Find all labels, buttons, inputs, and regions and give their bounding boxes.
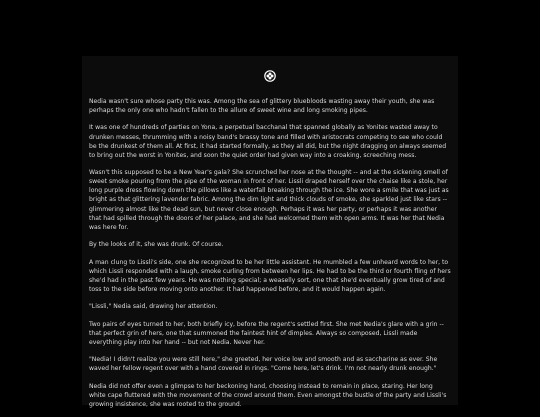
story-paragraph: By the looks of it, she was drunk. Of course. bbox=[89, 241, 224, 249]
story-text bbox=[89, 97, 451, 417]
story-paragraph: A man clung to Lissli's side, one she recognized to be her little assistant. He mumbled a few unheard words to her, to which Lissli responded with a laugh, smoke curling from between her lips. He had to be the third or fourth fling of hers she'd had in the past few years. He was nothing special; a weaselly sort, one that she'd eventually grow tired of and toss to the side before moving onto another. It had happened before, and it would happen again. bbox=[89, 258, 451, 293]
story-paragraph: Two pairs of eyes turned to her, both briefly icy, before the regent's settled first. She met Nedia's glare with a grin -- that perfect grin of hers, one that summoned the faintest hint of dimples. Always so composed, Lissli made everything play into her hand -- but not Nedia. Never her. bbox=[89, 320, 444, 346]
story-paragraph: Nedia did not offer even a glimpse to her beckoning hand, choosing instead to remain in place, staring. Her long white cape fluttered with the movement of the crowd around them. Even amongst the bustle of the party and Lissli's growing insistence, she was rooted to the ground. bbox=[89, 382, 447, 408]
story-paragraph: Nedia wasn't sure whose party this was. Among the sea of glittery bluebloods wasting away their youth, she was perhaps the only one who hadn't fallen to the allure of sweet wine and long smoking pipes. bbox=[89, 98, 435, 115]
story-paragraph: "Nedia! I didn't realize you were still here," she greeted, her voice low and smooth and as saccharine as ever. She waved her fellow regent over with a hand covered in rings. "Come here, let's drink. I'm not nearly drunk enough." bbox=[89, 356, 438, 373]
story-panel bbox=[82, 56, 458, 408]
site-logo-icon[interactable] bbox=[264, 67, 276, 79]
story-paragraph: It was one of hundreds of parties on Yona, a perpetual bacchanal that spanned globally as Yonites wasted away to drunken messes, thrumming with a noisy band's brassy tone and filled with aristocrats competing to see who could be the drunkest of them all. At first, it had started formally, as they all did, but the night dragging on always seemed to bring out the worst in Yonites, and soon the quiet order had given way into a croaking, screeching mess. bbox=[89, 124, 447, 159]
story-paragraph: Wasn't this supposed to be a New Year's gala? She scrunched her nose at the thought -- and at the sickening smell of sweet smoke pouring from the pipe of the woman in front of her. Lissli draped herself over the chaise like a stole, her long purple dress flowing down the pillows like a waterfall breaking through the ice. She wore a smile that was just as bright as that glittering lavender fabric. Among the dim light and thick clouds of smoke, she sparkled just like stars -- glimmering almost like the dead sun, but never close enough. Perhaps it was her party, or perhaps it was another that had spilled through the doors of her palace, and she had welcomed them with open arms. It was her that Nedia was here for. bbox=[89, 169, 449, 231]
story-paragraph: "Lissli," Nedia said, drawing her attention. bbox=[89, 303, 218, 311]
